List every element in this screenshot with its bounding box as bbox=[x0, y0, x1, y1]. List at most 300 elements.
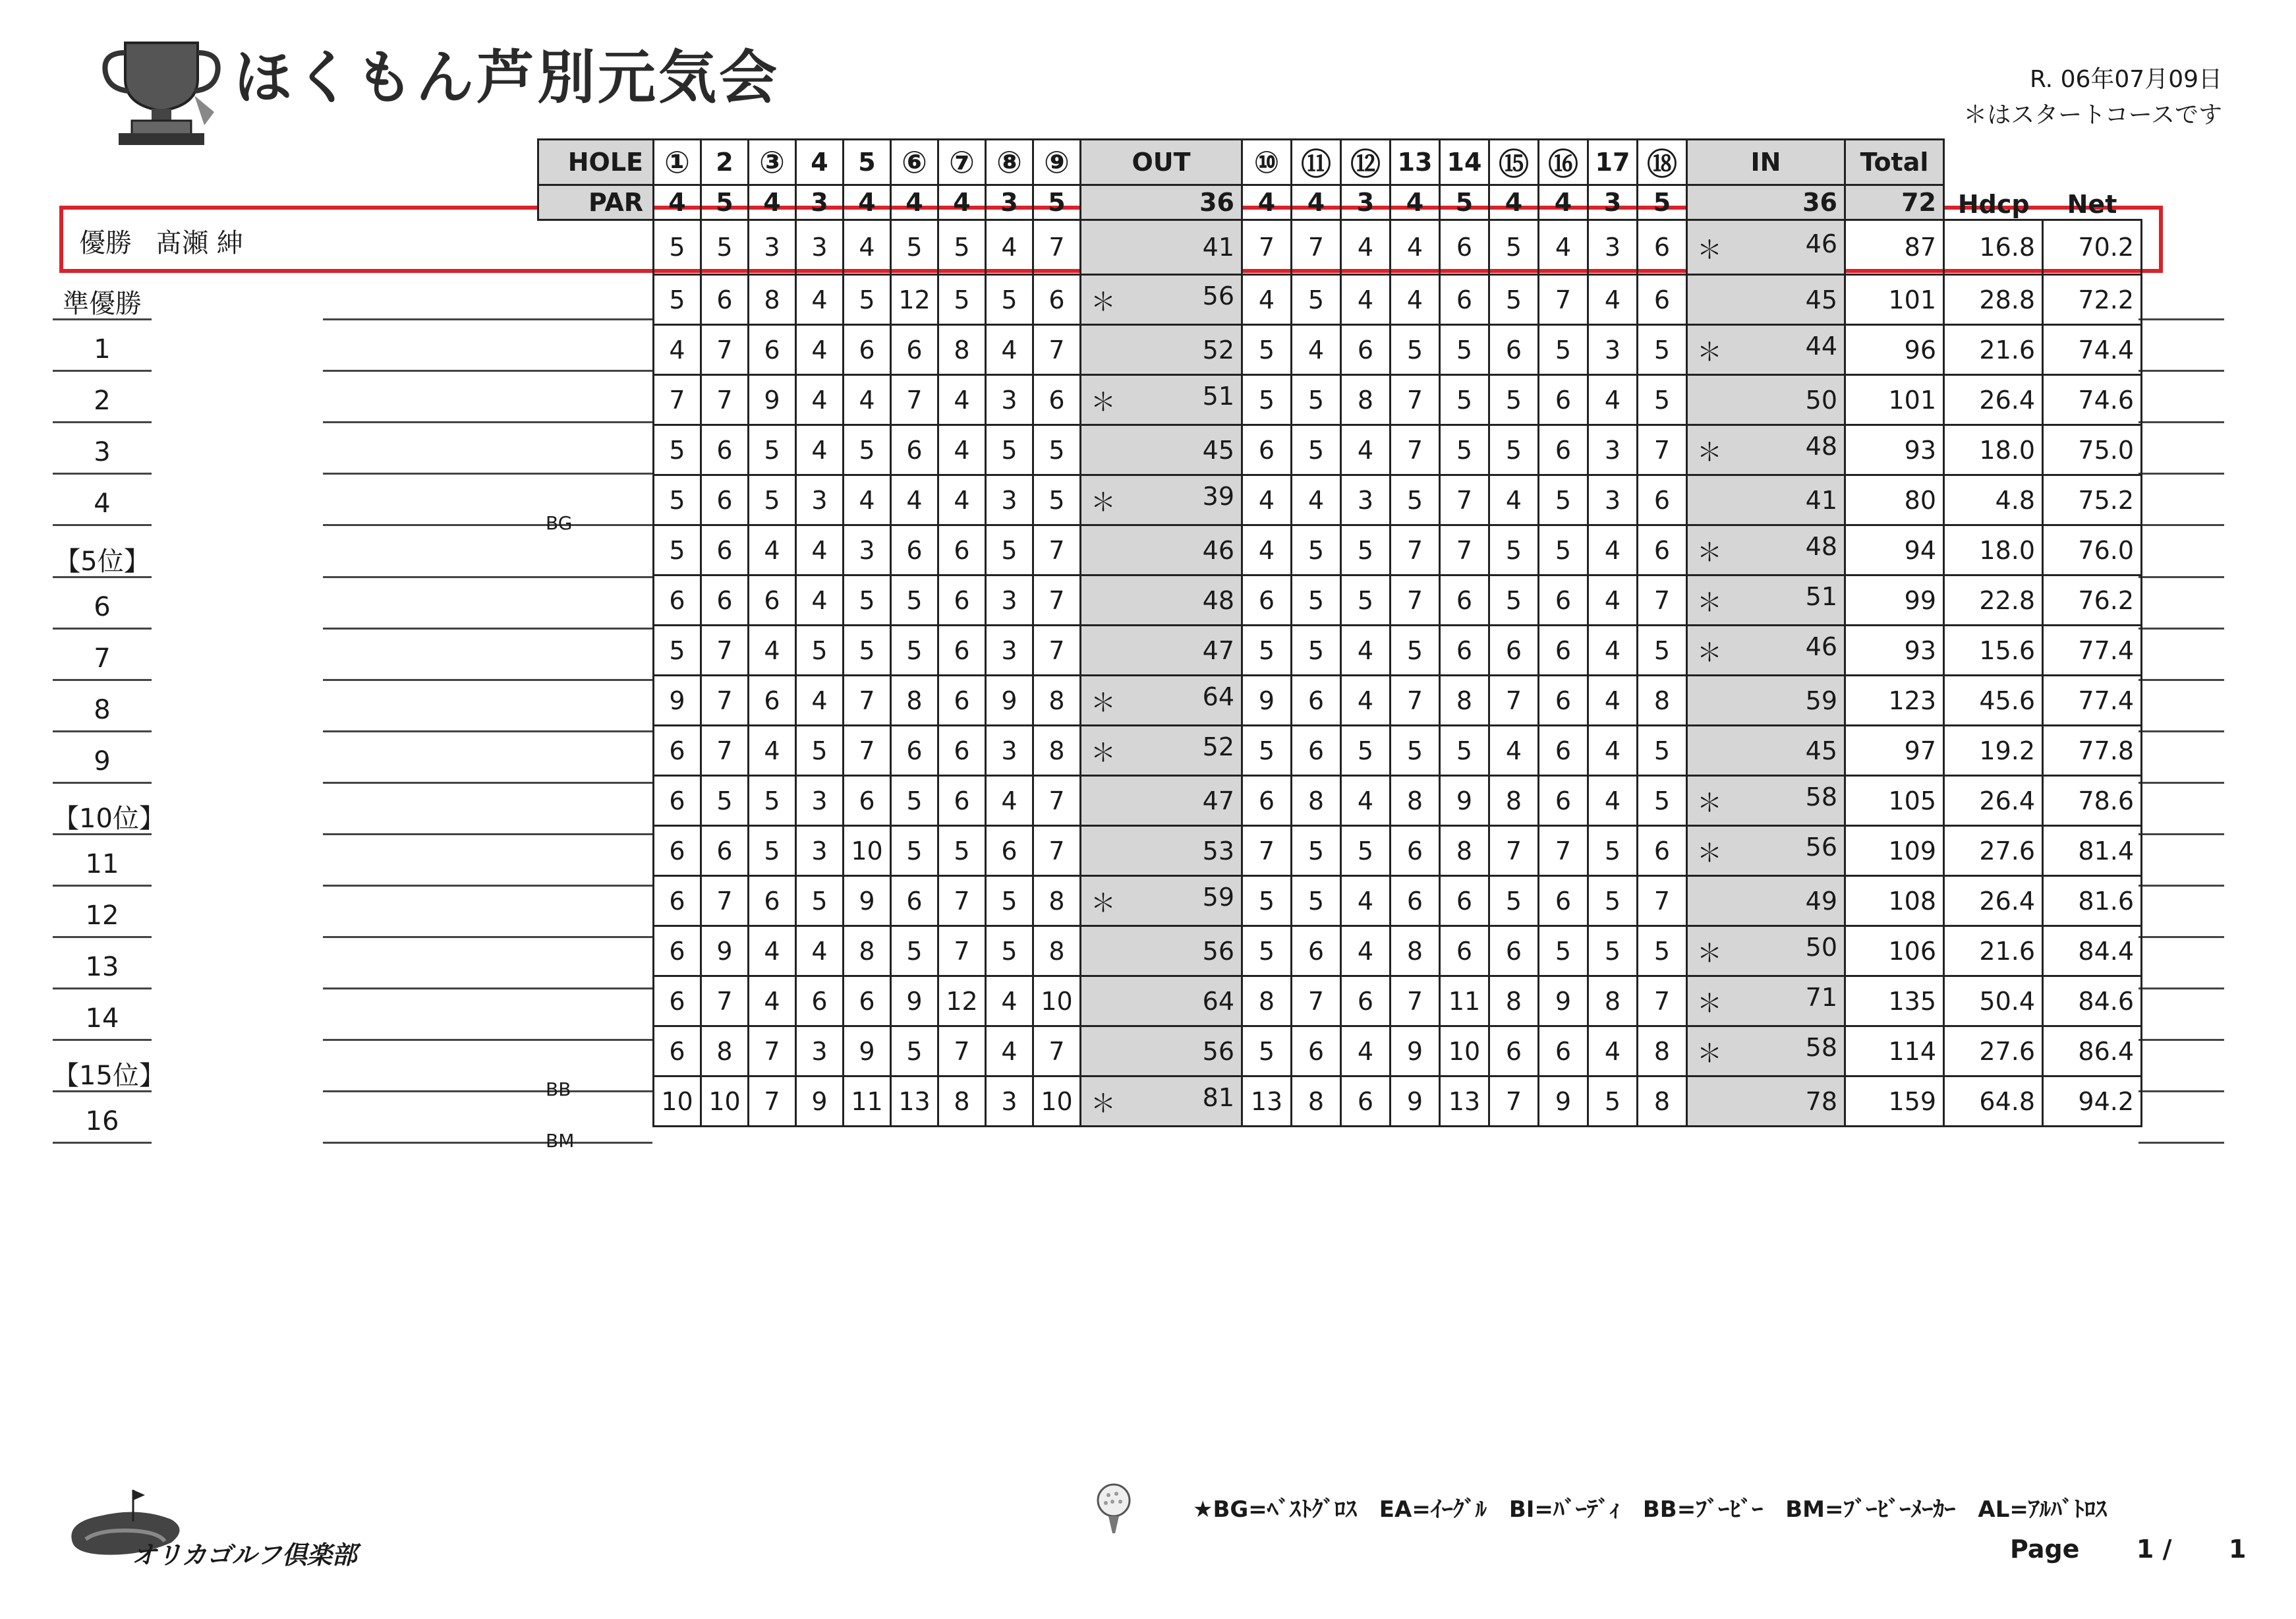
rank-underline bbox=[53, 936, 152, 938]
hole-score: 6 bbox=[654, 926, 701, 976]
hole-score: 3 bbox=[749, 220, 796, 275]
hole-score: 5 bbox=[1489, 275, 1539, 325]
out-total bbox=[1081, 275, 1242, 325]
hole-score: 8 bbox=[1033, 926, 1081, 976]
hole-score: 5 bbox=[1489, 876, 1539, 926]
in-total bbox=[1687, 676, 1845, 726]
hole-number: ⑦ bbox=[938, 140, 986, 185]
hole-score: 8 bbox=[844, 926, 891, 976]
hole-score: 5 bbox=[844, 575, 891, 626]
hole-score: 10 bbox=[701, 1076, 749, 1127]
hole-score: 9 bbox=[891, 976, 938, 1026]
hole-score: 4 bbox=[796, 575, 844, 626]
out-total-value: 46 bbox=[1202, 535, 1234, 565]
in-total bbox=[1687, 275, 1845, 325]
hole-score: 4 bbox=[1588, 726, 1638, 776]
hole-score: 5 bbox=[986, 425, 1033, 475]
hole-score: 9 bbox=[749, 375, 796, 425]
hole-score: 9 bbox=[844, 876, 891, 926]
hole-score: 5 bbox=[986, 275, 1033, 325]
hole-score: 5 bbox=[891, 626, 938, 676]
hole-score: 6 bbox=[1489, 626, 1539, 676]
hole-score: 7 bbox=[1391, 525, 1440, 575]
hole-score: 7 bbox=[1440, 525, 1489, 575]
hole-score: 3 bbox=[796, 220, 844, 275]
hole-score: 5 bbox=[1292, 575, 1341, 626]
handicap: 18.0 bbox=[1944, 525, 2043, 575]
hole-score: 4 bbox=[796, 325, 844, 375]
net-score: 75.2 bbox=[2043, 475, 2142, 525]
rank-label: 3 bbox=[94, 437, 111, 467]
hole-score: 7 bbox=[701, 676, 749, 726]
hole-score: 5 bbox=[1588, 876, 1638, 926]
player-row bbox=[538, 976, 2142, 1026]
par-value: 5 bbox=[701, 185, 749, 220]
hole-score: 4 bbox=[1341, 876, 1391, 926]
spacer-cell bbox=[538, 425, 654, 475]
hole-score: 5 bbox=[796, 626, 844, 676]
hole-score: 6 bbox=[986, 826, 1033, 876]
par-value: 3 bbox=[796, 185, 844, 220]
hole-score: 7 bbox=[701, 876, 749, 926]
start-mark: ＊ bbox=[1091, 889, 1116, 918]
hole-score: 7 bbox=[1638, 976, 1687, 1026]
spacer-cell bbox=[538, 826, 654, 876]
hole-score: 4 bbox=[1489, 726, 1539, 776]
in-total bbox=[1687, 976, 1845, 1026]
start-mark: ＊ bbox=[1091, 287, 1116, 316]
hole-score: 5 bbox=[1341, 726, 1391, 776]
hole-score: 10 bbox=[1033, 976, 1081, 1026]
row-underline bbox=[2138, 1142, 2224, 1144]
page-label: Page bbox=[2010, 1535, 2080, 1564]
row-underline bbox=[2138, 833, 2224, 835]
hole-score: 6 bbox=[701, 575, 749, 626]
hole-score: 5 bbox=[1242, 876, 1292, 926]
gross-total: 99 bbox=[1845, 575, 1944, 626]
hole-score: 3 bbox=[986, 475, 1033, 525]
start-mark: ＊ bbox=[1697, 939, 1723, 968]
handicap: 27.6 bbox=[1944, 826, 2043, 876]
hole-score: 6 bbox=[749, 876, 796, 926]
hole-score: 5 bbox=[844, 275, 891, 325]
hole-score: 5 bbox=[1489, 425, 1539, 475]
net-score: 76.2 bbox=[2043, 575, 2142, 626]
handicap: 28.8 bbox=[1944, 275, 2043, 325]
hole-score: 4 bbox=[1588, 676, 1638, 726]
hole-score: 7 bbox=[1489, 826, 1539, 876]
player-row bbox=[538, 525, 2142, 575]
par-row bbox=[538, 185, 2142, 220]
hole-score: 6 bbox=[1033, 375, 1081, 425]
par-value: 4 bbox=[844, 185, 891, 220]
rank-label: 9 bbox=[94, 746, 111, 777]
spacer-cell bbox=[538, 726, 654, 776]
gross-total: 106 bbox=[1845, 926, 1944, 976]
out-total bbox=[1081, 220, 1242, 275]
hole-score: 6 bbox=[1638, 275, 1687, 325]
hole-score: 11 bbox=[1440, 976, 1489, 1026]
player-row bbox=[538, 876, 2142, 926]
hole-number: ⑧ bbox=[986, 140, 1033, 185]
hole-score: 5 bbox=[1242, 626, 1292, 676]
par-value: 4 bbox=[749, 185, 796, 220]
gross-total: 114 bbox=[1845, 1026, 1944, 1076]
hole-score: 8 bbox=[1033, 726, 1081, 776]
hole-score: 3 bbox=[986, 1076, 1033, 1127]
hole-number: 17 bbox=[1588, 140, 1638, 185]
start-mark: ＊ bbox=[1091, 388, 1116, 417]
hole-score: 8 bbox=[1489, 976, 1539, 1026]
hole-score: 4 bbox=[1242, 275, 1292, 325]
rank-label: 8 bbox=[94, 695, 111, 725]
hole-score: 7 bbox=[1539, 826, 1588, 876]
in-total-value: 45 bbox=[1805, 285, 1837, 314]
golf-ball-icon bbox=[1094, 1482, 1134, 1538]
in-total-value: 49 bbox=[1805, 886, 1837, 916]
hole-score: 5 bbox=[1292, 826, 1341, 876]
hole-score: 6 bbox=[1539, 626, 1588, 676]
hole-score: 8 bbox=[1391, 926, 1440, 976]
hole-score: 4 bbox=[1588, 575, 1638, 626]
rank-underline bbox=[53, 1090, 152, 1092]
hole-score: 4 bbox=[986, 776, 1033, 826]
hole-score: 6 bbox=[1539, 1026, 1588, 1076]
hole-score: 6 bbox=[654, 575, 701, 626]
rank-underline bbox=[53, 730, 152, 732]
hole-score: 5 bbox=[938, 220, 986, 275]
hole-score: 5 bbox=[1440, 726, 1489, 776]
net-score: 77.4 bbox=[2043, 626, 2142, 676]
hole-score: 6 bbox=[1638, 220, 1687, 275]
hole-score: 5 bbox=[938, 275, 986, 325]
handicap: 21.6 bbox=[1944, 926, 2043, 976]
par-value: 4 bbox=[654, 185, 701, 220]
hole-score: 5 bbox=[749, 475, 796, 525]
start-mark: ＊ bbox=[1091, 488, 1116, 517]
player-row bbox=[538, 626, 2142, 676]
hole-score: 3 bbox=[796, 776, 844, 826]
par-value: 3 bbox=[1341, 185, 1391, 220]
in-total-value: 59 bbox=[1805, 686, 1837, 715]
page-total: 1 bbox=[2228, 1535, 2247, 1564]
hole-score: 4 bbox=[1341, 926, 1391, 976]
hole-score: 5 bbox=[1638, 926, 1687, 976]
handicap: 50.4 bbox=[1944, 976, 2043, 1026]
hole-score: 6 bbox=[701, 475, 749, 525]
rank-underline bbox=[53, 370, 152, 372]
hole-score: 5 bbox=[1242, 375, 1292, 425]
hole-score: 5 bbox=[796, 876, 844, 926]
hole-score: 5 bbox=[1341, 525, 1391, 575]
hole-score: 6 bbox=[654, 876, 701, 926]
hole-score: 6 bbox=[654, 1026, 701, 1076]
par-value: 3 bbox=[1588, 185, 1638, 220]
player-row bbox=[538, 676, 2142, 726]
rank-underline bbox=[53, 628, 152, 630]
rank-underline bbox=[53, 524, 152, 526]
event-date: R. 06年07月09日 bbox=[2029, 66, 2222, 93]
hole-score: 5 bbox=[749, 425, 796, 475]
in-total bbox=[1687, 1076, 1845, 1127]
hole-score: 6 bbox=[844, 976, 891, 1026]
hole-score: 6 bbox=[938, 726, 986, 776]
hole-score: 6 bbox=[938, 575, 986, 626]
par-label: PAR bbox=[538, 185, 654, 220]
hole-score: 8 bbox=[1638, 1076, 1687, 1127]
award-tag: BM bbox=[546, 1130, 575, 1152]
net-score: 74.4 bbox=[2043, 325, 2142, 375]
hole-score: 5 bbox=[891, 220, 938, 275]
out-total-value: 47 bbox=[1202, 635, 1234, 665]
in-total bbox=[1687, 220, 1845, 275]
hole-score: 6 bbox=[1638, 475, 1687, 525]
page-title: ほくもん芦別元気会 bbox=[234, 44, 780, 111]
hole-score: 7 bbox=[1292, 976, 1341, 1026]
start-mark: ＊ bbox=[1697, 538, 1723, 567]
hole-score: 3 bbox=[844, 525, 891, 575]
hole-score: 9 bbox=[1539, 1076, 1588, 1127]
hole-score: 8 bbox=[891, 676, 938, 726]
spacer-cell bbox=[538, 1026, 654, 1076]
hole-score: 4 bbox=[1341, 275, 1391, 325]
hole-score: 5 bbox=[1638, 375, 1687, 425]
hole-score: 4 bbox=[1341, 676, 1391, 726]
hole-number: 4 bbox=[796, 140, 844, 185]
gross-total: 80 bbox=[1845, 475, 1944, 525]
hole-score: 6 bbox=[701, 826, 749, 876]
hole-score: 9 bbox=[654, 676, 701, 726]
in-total bbox=[1687, 826, 1845, 876]
out-total bbox=[1081, 325, 1242, 375]
hole-score: 8 bbox=[1292, 1076, 1341, 1127]
rank-underline bbox=[53, 421, 152, 423]
hole-score: 3 bbox=[986, 626, 1033, 676]
rank-underline bbox=[53, 987, 152, 989]
hole-score: 7 bbox=[938, 1026, 986, 1076]
in-total bbox=[1687, 575, 1845, 626]
in-label: IN bbox=[1687, 140, 1845, 185]
net-score: 94.2 bbox=[2043, 1076, 2142, 1127]
hole-score: 4 bbox=[1489, 475, 1539, 525]
hole-score: 4 bbox=[1588, 525, 1638, 575]
rank-underline bbox=[53, 318, 152, 320]
player-row bbox=[538, 1076, 2142, 1127]
hole-score: 7 bbox=[1391, 425, 1440, 475]
in-total bbox=[1687, 876, 1845, 926]
spacer-cell bbox=[538, 876, 654, 926]
hole-score: 12 bbox=[891, 275, 938, 325]
in-total bbox=[1687, 726, 1845, 776]
par-value: 5 bbox=[1638, 185, 1687, 220]
rank-label: 準優勝 bbox=[63, 289, 142, 319]
rank-label: 【10位】 bbox=[53, 804, 165, 834]
hole-score: 6 bbox=[654, 826, 701, 876]
hole-score: 5 bbox=[1539, 325, 1588, 375]
gross-total: 93 bbox=[1845, 425, 1944, 475]
row-underline bbox=[2138, 1090, 2224, 1092]
hole-score: 6 bbox=[891, 325, 938, 375]
in-total-value: 48 bbox=[1805, 432, 1837, 461]
hole-score: 5 bbox=[654, 626, 701, 676]
handicap: 18.0 bbox=[1944, 425, 2043, 475]
hole-score: 4 bbox=[938, 425, 986, 475]
start-mark: ＊ bbox=[1697, 588, 1723, 617]
hole-score: 6 bbox=[1539, 676, 1588, 726]
club-name: オリカゴルフ倶楽部 bbox=[132, 1541, 357, 1570]
hole-score: 5 bbox=[1391, 626, 1440, 676]
hole-number: ⑪ bbox=[1292, 140, 1341, 185]
hole-score: 5 bbox=[796, 726, 844, 776]
hole-score: 12 bbox=[938, 976, 986, 1026]
hole-score: 5 bbox=[1588, 1076, 1638, 1127]
hole-score: 8 bbox=[1638, 1026, 1687, 1076]
hole-number: 5 bbox=[844, 140, 891, 185]
player-row bbox=[538, 425, 2142, 475]
hole-score: 7 bbox=[1242, 826, 1292, 876]
hole-score: 5 bbox=[1638, 626, 1687, 676]
in-total-value: 78 bbox=[1805, 1086, 1837, 1116]
in-total bbox=[1687, 425, 1845, 475]
hole-score: 5 bbox=[654, 275, 701, 325]
hole-score: 4 bbox=[986, 1026, 1033, 1076]
net-score: 74.6 bbox=[2043, 375, 2142, 425]
out-total-value: 48 bbox=[1202, 585, 1234, 615]
hole-score: 3 bbox=[986, 575, 1033, 626]
in-total bbox=[1687, 475, 1845, 525]
player-row bbox=[538, 275, 2142, 325]
hole-score: 5 bbox=[1292, 425, 1341, 475]
out-total bbox=[1081, 575, 1242, 626]
trophy-logo-icon bbox=[99, 33, 224, 148]
winner-name: 髙瀬 紳 bbox=[156, 228, 243, 258]
hole-number: ⑱ bbox=[1638, 140, 1687, 185]
hole-score: 3 bbox=[796, 1026, 844, 1076]
hole-score: 6 bbox=[938, 776, 986, 826]
spacer-cell bbox=[538, 475, 654, 525]
hole-score: 5 bbox=[1033, 475, 1081, 525]
spacer-cell bbox=[538, 676, 654, 726]
hole-score: 6 bbox=[844, 776, 891, 826]
hole-score: 4 bbox=[749, 525, 796, 575]
hole-number: ⑥ bbox=[891, 140, 938, 185]
hole-score: 6 bbox=[938, 676, 986, 726]
player-row bbox=[538, 926, 2142, 976]
hole-score: 6 bbox=[654, 776, 701, 826]
row-underline bbox=[2138, 885, 2224, 887]
hole-score: 3 bbox=[1341, 475, 1391, 525]
row-underline bbox=[2138, 679, 2224, 681]
hole-score: 8 bbox=[1440, 676, 1489, 726]
in-total-value: 58 bbox=[1805, 1033, 1837, 1062]
hole-row bbox=[538, 140, 2142, 185]
out-total bbox=[1081, 1076, 1242, 1127]
hole-score: 6 bbox=[701, 275, 749, 325]
hole-score: 6 bbox=[1539, 776, 1588, 826]
hole-score: 4 bbox=[844, 475, 891, 525]
hole-score: 5 bbox=[1292, 626, 1341, 676]
hole-label: HOLE bbox=[538, 140, 654, 185]
hole-score: 6 bbox=[1489, 325, 1539, 375]
out-total-value: 64 bbox=[1202, 986, 1234, 1016]
start-mark: ＊ bbox=[1091, 1089, 1116, 1118]
out-total bbox=[1081, 826, 1242, 876]
hole-score: 4 bbox=[749, 726, 796, 776]
hole-score: 5 bbox=[1489, 575, 1539, 626]
hole-score: 11 bbox=[844, 1076, 891, 1127]
hole-score: 5 bbox=[1539, 475, 1588, 525]
hole-score: 7 bbox=[701, 976, 749, 1026]
gross-total: 101 bbox=[1845, 375, 1944, 425]
hole-score: 6 bbox=[749, 575, 796, 626]
hole-score: 13 bbox=[1440, 1076, 1489, 1127]
out-total bbox=[1081, 676, 1242, 726]
hdcp-label: Hdcp bbox=[1957, 190, 2030, 219]
rank-label: 2 bbox=[94, 386, 111, 416]
hole-score: 4 bbox=[1242, 475, 1292, 525]
hole-score: 3 bbox=[796, 475, 844, 525]
rank-underline bbox=[53, 782, 152, 784]
out-total bbox=[1081, 926, 1242, 976]
start-mark: ＊ bbox=[1091, 688, 1116, 717]
gross-total: 94 bbox=[1845, 525, 1944, 575]
in-total-value: 44 bbox=[1805, 332, 1837, 361]
hole-score: 4 bbox=[654, 325, 701, 375]
hole-score: 7 bbox=[1242, 220, 1292, 275]
hole-score: 6 bbox=[1440, 926, 1489, 976]
in-total bbox=[1687, 375, 1845, 425]
hole-score: 5 bbox=[1292, 375, 1341, 425]
out-total-value: 39 bbox=[1202, 482, 1234, 511]
hole-score: 8 bbox=[1292, 776, 1341, 826]
out-total-value: 51 bbox=[1202, 382, 1234, 411]
hole-score: 6 bbox=[1489, 1026, 1539, 1076]
handicap: 45.6 bbox=[1944, 676, 2043, 726]
out-total-value: 52 bbox=[1202, 732, 1234, 761]
hole-score: 4 bbox=[1341, 1026, 1391, 1076]
hole-score: 4 bbox=[1588, 275, 1638, 325]
hole-score: 4 bbox=[1242, 525, 1292, 575]
hole-score: 8 bbox=[1341, 375, 1391, 425]
hole-score: 7 bbox=[891, 375, 938, 425]
hole-score: 8 bbox=[938, 325, 986, 375]
hole-score: 5 bbox=[749, 826, 796, 876]
hole-score: 5 bbox=[1489, 375, 1539, 425]
hole-score: 5 bbox=[891, 926, 938, 976]
hole-score: 6 bbox=[1341, 976, 1391, 1026]
row-underline bbox=[2138, 936, 2224, 938]
hole-score: 6 bbox=[654, 726, 701, 776]
hole-number: ⑮ bbox=[1489, 140, 1539, 185]
hole-score: 9 bbox=[701, 926, 749, 976]
rank-label: 4 bbox=[94, 488, 111, 519]
hole-score: 5 bbox=[1292, 525, 1341, 575]
hole-number: ⑨ bbox=[1033, 140, 1081, 185]
out-total-value: 41 bbox=[1202, 233, 1234, 262]
start-mark: ＊ bbox=[1697, 839, 1723, 868]
net-score: 76.0 bbox=[2043, 525, 2142, 575]
hole-score: 8 bbox=[1440, 826, 1489, 876]
hole-score: 6 bbox=[701, 425, 749, 475]
net-score: 81.4 bbox=[2043, 826, 2142, 876]
hole-score: 3 bbox=[986, 726, 1033, 776]
out-total-value: 81 bbox=[1202, 1083, 1234, 1112]
start-mark: ＊ bbox=[1697, 1039, 1723, 1068]
spacer-cell bbox=[538, 926, 654, 976]
handicap: 27.6 bbox=[1944, 1026, 2043, 1076]
gross-total: 101 bbox=[1845, 275, 1944, 325]
hole-score: 4 bbox=[986, 976, 1033, 1026]
